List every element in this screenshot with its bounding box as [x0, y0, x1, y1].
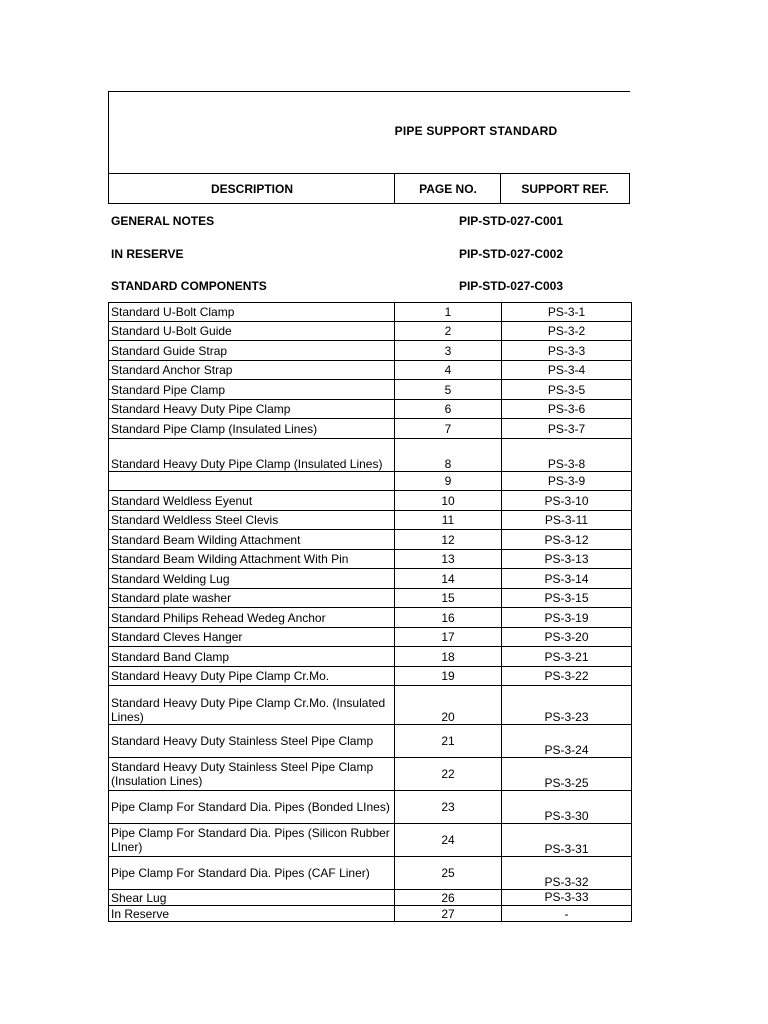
section-label: STANDARD COMPONENTS — [111, 279, 267, 293]
section-in-reserve — [108, 238, 630, 270]
table-row — [109, 857, 632, 890]
table-row — [109, 400, 632, 419]
support-ref-cell: PS-3-10 — [502, 491, 632, 511]
page-cell: 6 — [395, 400, 502, 419]
page-cell: 10 — [395, 491, 502, 511]
page-cell: 24 — [395, 824, 502, 857]
table-row — [109, 890, 632, 906]
page-cell: 13 — [395, 550, 502, 569]
description-cell: Standard Beam Wilding Attachment — [109, 530, 395, 550]
description-cell: Standard Heavy Duty Stainless Steel Pipe Clamp — [109, 725, 395, 758]
support-ref-cell: - — [502, 906, 632, 922]
description-cell: Pipe Clamp For Standard Dia. Pipes (Bonded LInes) — [109, 791, 395, 824]
description-cell: Shear Lug — [109, 890, 395, 906]
support-ref-cell: PS-3-23 — [502, 686, 632, 725]
support-ref-cell: PS-3-19 — [502, 608, 632, 628]
table-row — [109, 472, 632, 491]
table-row — [109, 791, 632, 824]
description-cell: Standard Cleves Hanger — [109, 628, 395, 647]
support-ref-cell: PS-3-6 — [502, 400, 632, 419]
description-cell: Standard U-Bolt Clamp — [109, 303, 395, 322]
support-ref-cell: PS-3-20 — [502, 628, 632, 647]
support-ref-cell: PS-3-30 — [502, 791, 632, 824]
page-cell: 21 — [395, 725, 502, 758]
table-row — [109, 491, 632, 511]
support-ref-cell: PS-3-2 — [502, 322, 632, 341]
table-row — [109, 569, 632, 589]
description-cell: Standard Philips Rehead Wedeg Anchor — [109, 608, 395, 628]
page-cell: 20 — [395, 686, 502, 725]
support-ref-cell: PS-3-24 — [502, 725, 632, 758]
section-label: IN RESERVE — [111, 247, 184, 261]
table-row — [109, 589, 632, 608]
description-cell: Pipe Clamp For Standard Dia. Pipes (CAF Liner) — [109, 857, 395, 890]
description-cell: Pipe Clamp For Standard Dia. Pipes (Silicon Rubber LIner) — [109, 824, 395, 857]
description-cell: Standard Beam Wilding Attachment With Pin — [109, 550, 395, 569]
support-ref-cell: PS-3-33 — [502, 890, 632, 906]
table-row — [109, 647, 632, 667]
page-cell: 27 — [395, 906, 502, 922]
page-cell: 17 — [395, 628, 502, 647]
page-cell: 12 — [395, 530, 502, 550]
description-cell: Standard Pipe Clamp — [109, 380, 395, 400]
table-row — [109, 419, 632, 439]
description-cell: Standard Anchor Strap — [109, 361, 395, 380]
document-title: PIPE SUPPORT STANDARD — [394, 124, 558, 138]
description-cell: In Reserve — [109, 906, 395, 922]
description-cell: Standard Heavy Duty Pipe Clamp Cr.Mo. — [109, 667, 395, 686]
page-cell: 18 — [395, 647, 502, 667]
description-cell: Standard Band Clamp — [109, 647, 395, 667]
table-row — [109, 550, 632, 569]
section-standard-components — [108, 270, 630, 302]
page-cell: 7 — [395, 419, 502, 439]
table-row — [109, 380, 632, 400]
page-cell: 5 — [395, 380, 502, 400]
page-cell: 2 — [395, 322, 502, 341]
table-row — [109, 530, 632, 550]
page-cell: 3 — [395, 341, 502, 361]
table-row — [109, 361, 632, 380]
description-cell: Standard plate washer — [109, 589, 395, 608]
description-cell: Standard Weldless Eyenut — [109, 491, 395, 511]
section-ref: PIP-STD-027-C003 — [458, 279, 564, 293]
section-label: GENERAL NOTES — [111, 214, 215, 228]
page-cell: 16 — [395, 608, 502, 628]
description-cell: Standard Heavy Duty Pipe Clamp (Insulated Lines) — [109, 439, 395, 472]
page-cell: 23 — [395, 791, 502, 824]
table-row — [109, 725, 632, 758]
description-cell: Standard Pipe Clamp (Insulated Lines) — [109, 419, 395, 439]
components-table — [108, 302, 632, 922]
table-row — [109, 628, 632, 647]
description-cell: Standard Heavy Duty Pipe Clamp — [109, 400, 395, 419]
section-ref: PIP-STD-027-C001 — [458, 214, 564, 228]
description-cell: Standard Welding Lug — [109, 569, 395, 589]
support-ref-cell: PS-3-7 — [502, 419, 632, 439]
section-general-notes — [108, 205, 630, 237]
support-ref-cell: PS-3-9 — [502, 472, 632, 491]
page-cell: 14 — [395, 569, 502, 589]
page-cell: 11 — [395, 511, 502, 530]
header-page-no: PAGE NO. — [394, 173, 501, 204]
support-ref-cell: PS-3-15 — [502, 589, 632, 608]
support-ref-cell: PS-3-11 — [502, 511, 632, 530]
section-ref: PIP-STD-027-C002 — [458, 247, 564, 261]
table-row — [109, 906, 632, 922]
support-ref-cell: PS-3-13 — [502, 550, 632, 569]
page-cell: 26 — [395, 890, 502, 906]
table-row — [109, 439, 632, 472]
table-row — [109, 824, 632, 857]
page-cell: 9 — [395, 472, 502, 491]
support-ref-cell: PS-3-25 — [502, 758, 632, 791]
support-ref-cell: PS-3-5 — [502, 380, 632, 400]
description-cell: Standard Heavy Duty Stainless Steel Pipe Clamp (Insulation Lines) — [109, 758, 395, 791]
support-ref-cell: PS-3-1 — [502, 303, 632, 322]
support-ref-cell: PS-3-3 — [502, 341, 632, 361]
support-ref-cell: PS-3-32 — [502, 857, 632, 890]
support-ref-cell: PS-3-31 — [502, 824, 632, 857]
page-cell: 19 — [395, 667, 502, 686]
support-ref-cell: PS-3-22 — [502, 667, 632, 686]
header-support-ref: SUPPORT REF. — [500, 173, 630, 204]
table-row — [109, 511, 632, 530]
support-ref-cell: PS-3-8 — [502, 439, 632, 472]
page-cell: 4 — [395, 361, 502, 380]
table-row — [109, 322, 632, 341]
description-cell: Standard Weldless Steel Clevis — [109, 511, 395, 530]
description-cell — [109, 472, 395, 491]
table-row — [109, 686, 632, 725]
support-ref-cell: PS-3-12 — [502, 530, 632, 550]
page-cell: 1 — [395, 303, 502, 322]
table-row — [109, 341, 632, 361]
page-cell: 8 — [395, 439, 502, 472]
support-ref-cell: PS-3-4 — [502, 361, 632, 380]
page-cell: 15 — [395, 589, 502, 608]
page-cell: 25 — [395, 857, 502, 890]
table-row — [109, 608, 632, 628]
description-cell: Standard Heavy Duty Pipe Clamp Cr.Mo. (Insulated Lines) — [109, 686, 395, 725]
support-ref-cell: PS-3-14 — [502, 569, 632, 589]
table-row — [109, 758, 632, 791]
description-cell: Standard U-Bolt Guide — [109, 322, 395, 341]
page-cell: 22 — [395, 758, 502, 791]
table-row — [109, 667, 632, 686]
description-cell: Standard Guide Strap — [109, 341, 395, 361]
header-description: DESCRIPTION — [108, 173, 395, 204]
table-row — [109, 303, 632, 322]
support-ref-cell: PS-3-21 — [502, 647, 632, 667]
